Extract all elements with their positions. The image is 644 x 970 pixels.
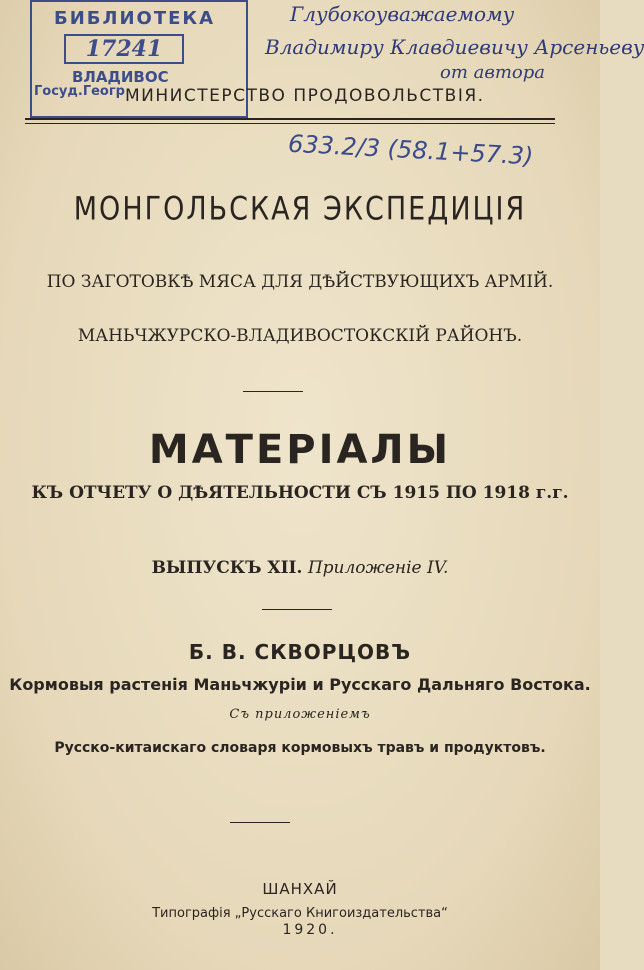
call-number: 633.2/3 (58.1+57.3) (287, 129, 534, 171)
materials-title: МАТЕРІАЛЫ (148, 427, 452, 473)
ministry-heading: МИНИСТЕРСТВО ПРОДОВОЛЬСТВІЯ. (125, 86, 485, 106)
handwritten-dedication-line-1: Глубокоуважаемому (290, 2, 515, 26)
imprint-city: ШАНХАЙ (262, 880, 338, 898)
stamp-org: Госуд.Геогр (34, 84, 125, 99)
divider-1 (243, 391, 303, 392)
expedition-title: МОНГОЛЬСКАЯ ЭКСПЕДИЦІЯ (73, 190, 527, 229)
dictionary-title: Русско-китаискаго словаря кормовыхъ травъ и продуктовъ. (54, 740, 546, 756)
imprint-printer: Типографія „Русскаго Книгоиздательства“ (152, 906, 448, 921)
author-name: Б. В. СКВОРЦОВЪ (188, 640, 412, 664)
supplement-label: Приложеніе IV. (307, 558, 449, 578)
handwritten-dedication-line-2: Владимиру Клавдиевичу Арсеньеву (265, 35, 644, 59)
handwritten-dedication-line-3: от автора (440, 62, 545, 83)
issue-number: ВЫПУСКЪ XII. (151, 558, 303, 578)
stamp-number: 17241 (85, 36, 163, 62)
header-rule-thick (25, 118, 555, 120)
imprint-year: 1920. (282, 922, 338, 938)
report-line: КЪ ОТЧЕТУ О ДѢЯТЕЛЬНОСТИ СЪ 1915 ПО 1918 г.г. (31, 483, 569, 503)
region-line: МАНЬЧЖУРСКО-ВЛАДИВОСТОКСКІЙ РАЙОНЪ. (77, 326, 523, 346)
book-title: Кормовыя растенія Маньчжуріи и Русскаго Дальняго Востока. (9, 675, 591, 694)
expedition-subtitle: ПО ЗАГОТОВКѢ МЯСА ДЛЯ ДѢЙСТВУЮЩИХЪ АРМІЙ. (46, 272, 554, 292)
stamp-city: ВЛАДИВОС (72, 68, 169, 86)
divider-2 (262, 609, 332, 610)
stamp-title: БИБЛИОТЕКА (54, 8, 216, 29)
header-rule-thin (25, 123, 555, 124)
stamp-number-box (64, 34, 184, 64)
issue-line (0, 558, 600, 578)
appendix-label: Съ приложеніемъ (229, 707, 371, 722)
divider-3 (230, 822, 290, 823)
